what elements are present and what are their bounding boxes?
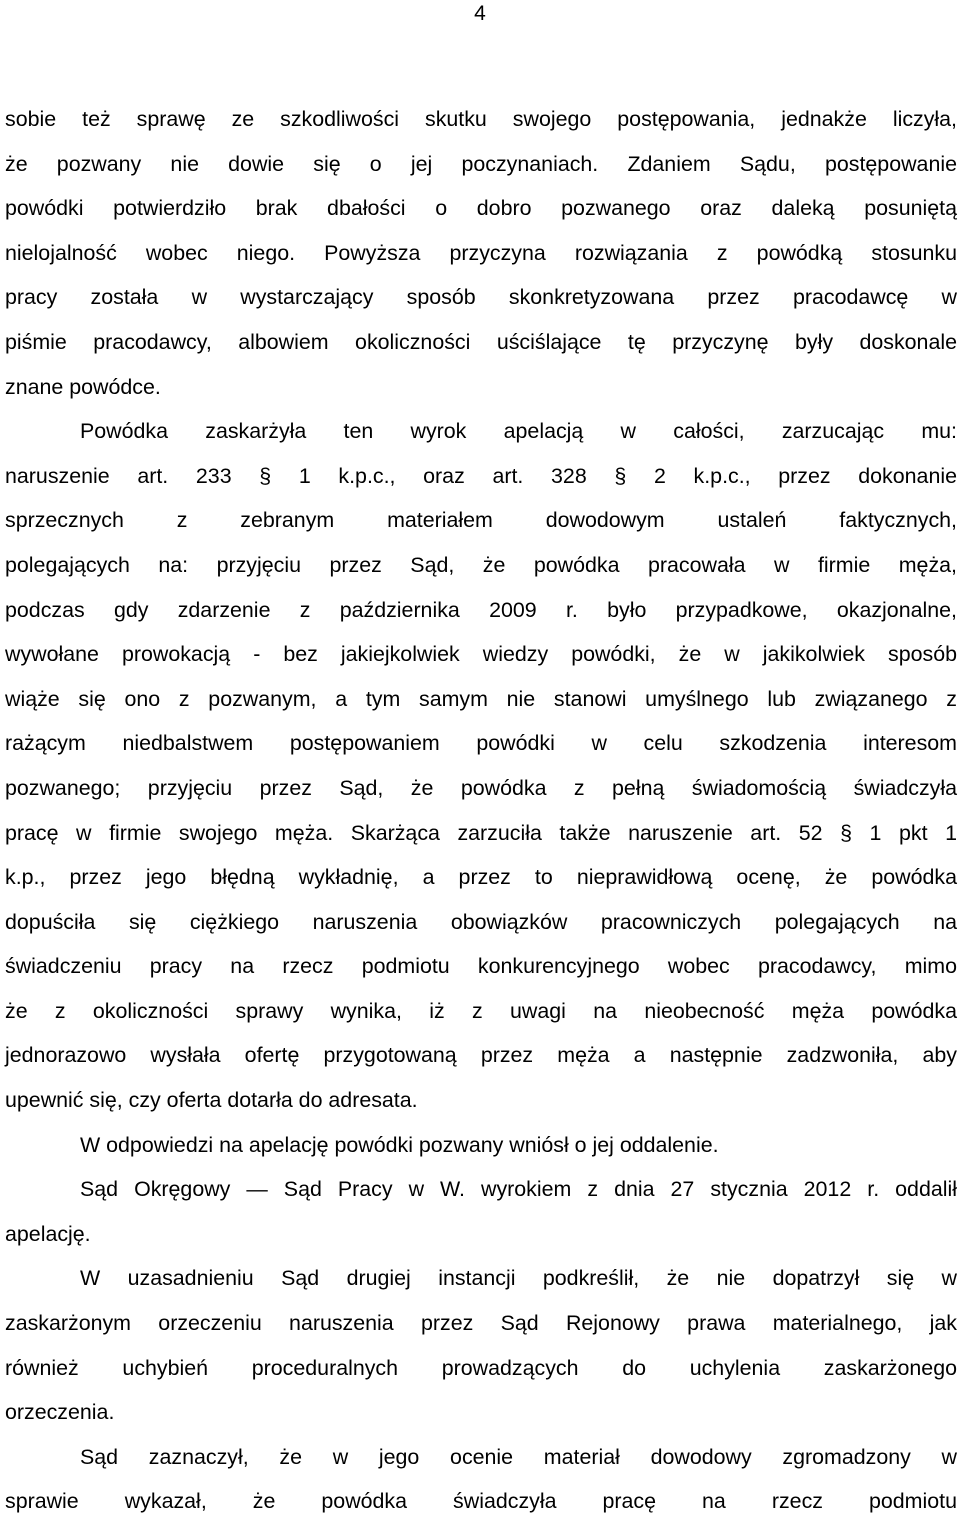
text-line: W uzasadnieniu Sąd drugiej instancji podkreślił, że nie dopatrzył się w bbox=[80, 1266, 957, 1291]
page-number: 4 bbox=[474, 2, 486, 25]
text-line: nielojalność wobec niego. Powyższa przyczyna rozwiązania z powódką stosunku bbox=[5, 240, 957, 265]
text-line: naruszenie art. 233 § 1 k.p.c., oraz art. 328 § 2 k.p.c., przez dokonanie bbox=[5, 463, 957, 488]
text-line: Sąd zaznaczył, że w jego ocenie materiał dowodowy zgromadzony w bbox=[80, 1444, 957, 1469]
text-line: piśmie pracodawcy, albowiem okoliczności uściślające tę przyczynę były doskonale bbox=[5, 329, 957, 354]
paragraph-4 bbox=[5, 1167, 957, 1256]
text-line: W odpowiedzi na apelację powódki pozwany wniósł o jej oddalenie. bbox=[80, 1132, 719, 1157]
text-line: pracę w firmie swojego męża. Skarżąca zarzuciła także naruszenie art. 52 § 1 pkt 1 bbox=[5, 820, 957, 845]
text-line: znane powódce. bbox=[5, 374, 161, 399]
text-line: apelację. bbox=[5, 1221, 91, 1246]
text-line: wywołane prowokacją - bez jakiejkolwiek wiedzy powódki, że w jakikolwiek sposób bbox=[5, 642, 957, 667]
document-body bbox=[5, 97, 957, 1524]
paragraph-3 bbox=[5, 1123, 957, 1168]
text-line: podczas gdy zdarzenie z października 2009 r. było przypadkowe, okazjonalne, bbox=[5, 597, 957, 622]
text-line: również uchybień proceduralnych prowadzących do uchylenia zaskarżonego bbox=[5, 1355, 957, 1380]
text-line: powódki potwierdziło brak dbałości o dobro pozwanego oraz daleką posuniętą bbox=[5, 196, 957, 221]
text-line: dopuściła się ciężkiego naruszenia obowiązków pracowniczych polegających na bbox=[5, 909, 957, 934]
text-line: polegających na: przyjęciu przez Sąd, że powódka pracowała w firmie męża, bbox=[5, 552, 957, 577]
text-line: sprawie wykazał, że powódka świadczyła pracę na rzecz podmiotu bbox=[5, 1489, 957, 1514]
text-line: orzeczenia. bbox=[5, 1400, 115, 1425]
text-line: rażącym niedbalstwem postępowaniem powódki w celu szkodzenia interesom bbox=[5, 731, 957, 756]
text-line: k.p., przez jego błędną wykładnię, a przez to nieprawidłową ocenę, że powódka bbox=[5, 865, 957, 890]
text-line: Powódka zaskarżyła ten wyrok apelacją w całości, zarzucając mu: bbox=[80, 419, 957, 444]
text-line: wiąże się ono z pozwanym, a tym samym nie stanowi umyślnego lub związanego z bbox=[5, 686, 957, 711]
text-line: upewnić się, czy oferta dotarła do adresata. bbox=[5, 1088, 418, 1113]
text-line: pozwanego; przyjęciu przez Sąd, że powódka z pełną świadomością świadczyła bbox=[5, 775, 957, 800]
text-line: że pozwany nie dowie się o jej poczynaniach. Zdaniem Sądu, postępowanie bbox=[5, 151, 957, 176]
paragraph-1 bbox=[5, 97, 957, 409]
text-line: że z okoliczności sprawy wynika, iż z uwagi na nieobecność męża powódka bbox=[5, 998, 957, 1023]
text-line: jednorazowo wysłała ofertę przygotowaną przez męża a następnie zadzwoniła, aby bbox=[5, 1043, 957, 1068]
paragraph-5 bbox=[5, 1256, 957, 1434]
paragraph-2 bbox=[5, 409, 957, 1123]
text-line: pracy została w wystarczający sposób skonkretyzowana przez pracodawcę w bbox=[5, 285, 957, 310]
text-line: Sąd Okręgowy — Sąd Pracy w W. wyrokiem z dnia 27 stycznia 2012 r. oddalił bbox=[80, 1177, 957, 1202]
text-line: świadczeniu pracy na rzecz podmiotu konkurencyjnego wobec pracodawcy, mimo bbox=[5, 954, 957, 979]
text-line: zaskarżonym orzeczeniu naruszenia przez Sąd Rejonowy prawa materialnego, jak bbox=[5, 1311, 957, 1336]
paragraph-6 bbox=[5, 1435, 957, 1524]
text-line: sobie też sprawę ze szkodliwości skutku swojego postępowania, jednakże liczyła, bbox=[5, 107, 957, 131]
text-line: sprzecznych z zebranym materiałem dowodowym ustaleń faktycznych, bbox=[5, 508, 957, 533]
